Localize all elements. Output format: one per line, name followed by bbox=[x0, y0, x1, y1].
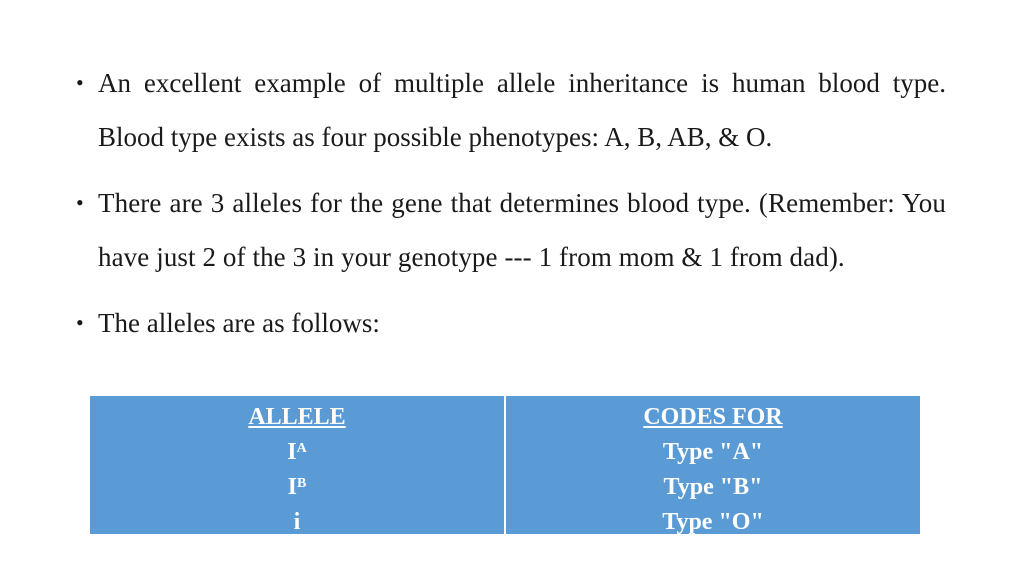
bullet-list bbox=[76, 56, 946, 350]
allele-base: I bbox=[287, 439, 297, 465]
codes-for-header: CODES FOR bbox=[643, 404, 783, 430]
bullet-item-alleles-follow bbox=[76, 296, 946, 350]
allele-column bbox=[90, 396, 506, 534]
allele-superscript: A bbox=[296, 441, 307, 456]
bullet-item-blood-type bbox=[76, 56, 946, 164]
allele-cell bbox=[287, 435, 306, 470]
allele-table bbox=[90, 396, 920, 534]
codes-for-cell: Type "B" bbox=[663, 474, 763, 500]
allele-base: I bbox=[287, 474, 297, 500]
allele-base: i bbox=[293, 509, 301, 535]
allele-superscript: B bbox=[297, 476, 307, 491]
bullet-text: The alleles are as follows: bbox=[98, 308, 380, 338]
bullet-text: There are 3 alleles for the gene that determines blood type. (Remember: You have just 2 of the 3 in your genotype --- 1 from mom & 1 from dad). bbox=[98, 188, 946, 272]
bullet-item-alleles-count bbox=[76, 176, 946, 284]
codes-for-cell: Type "O" bbox=[662, 509, 764, 535]
bullet-marker: • bbox=[76, 190, 84, 215]
bullet-marker: • bbox=[76, 70, 84, 95]
codes-for-cell: Type "A" bbox=[662, 439, 764, 465]
bullet-text: An excellent example of multiple allele inheritance is human blood type. Blood type exists as four possible phenotypes: A, B, AB, & O. bbox=[98, 68, 946, 152]
allele-cell bbox=[294, 505, 301, 540]
bullet-marker: • bbox=[76, 310, 84, 335]
allele-header: ALLELE bbox=[248, 404, 346, 430]
codes-for-column bbox=[506, 396, 920, 534]
allele-cell bbox=[288, 470, 307, 505]
